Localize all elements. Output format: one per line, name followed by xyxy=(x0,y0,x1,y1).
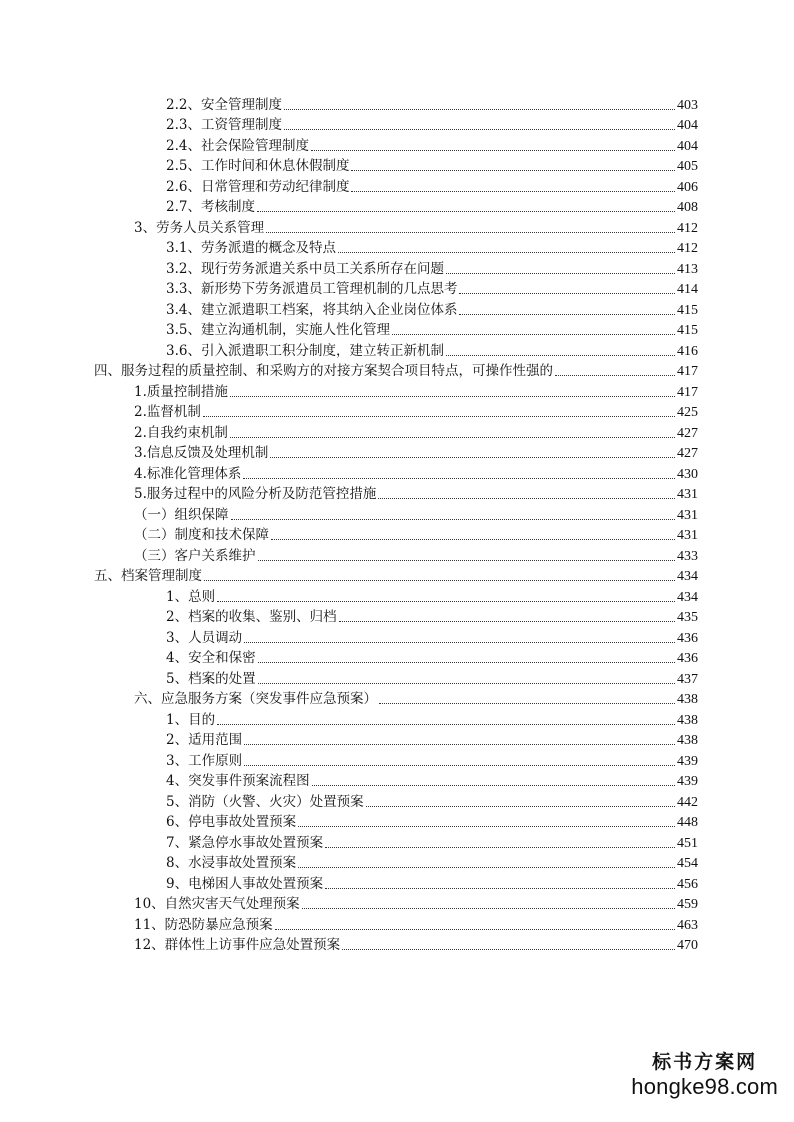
toc-entry-title: 2、档案的收集、鉴别、归档 xyxy=(166,609,337,625)
toc-entry[interactable] xyxy=(0,913,698,934)
toc-entry-page-number: 436 xyxy=(677,630,698,646)
toc-entry-title: 1、总则 xyxy=(166,588,216,605)
watermark-chinese-text: 标书方案网 xyxy=(652,1051,758,1073)
toc-dot-leader xyxy=(270,457,675,458)
toc-entry[interactable] xyxy=(0,688,698,709)
toc-entry-title: 3.信息反馈及处理机制 xyxy=(134,445,269,461)
toc-entry-page-number: 438 xyxy=(677,733,698,748)
toc-entry[interactable] xyxy=(0,114,698,135)
toc-entry[interactable] xyxy=(0,729,698,750)
watermark-url-text: hongke98.com xyxy=(631,1074,778,1099)
toc-entry-title: 3、工作原则 xyxy=(166,752,243,769)
toc-entry[interactable] xyxy=(0,585,698,606)
toc-dot-leader xyxy=(244,765,675,766)
toc-entry[interactable] xyxy=(0,606,698,627)
toc-entry[interactable] xyxy=(0,647,698,668)
toc-entry-page-number: 434 xyxy=(677,589,698,605)
toc-dot-leader xyxy=(230,396,675,397)
toc-entry-title: 3.3、新形势下劳务派遣员工管理机制的几点思考 xyxy=(166,281,458,297)
toc-entry-title: （三）客户关系维护 xyxy=(134,547,256,564)
toc-entry-page-number: 438 xyxy=(677,692,698,707)
toc-dot-leader xyxy=(339,621,675,622)
toc-entry-title: 2.自我约束机制 xyxy=(134,424,228,441)
toc-entry-page-number: 434 xyxy=(677,569,698,584)
toc-dot-leader xyxy=(555,375,675,376)
toc-entry[interactable] xyxy=(0,360,698,381)
toc-entry-page-number: 437 xyxy=(677,671,698,687)
toc-entry-title: 6、停电事故处置预案 xyxy=(166,814,297,830)
toc-entry-page-number: 459 xyxy=(677,897,698,912)
toc-entry-title: 1.质量控制措施 xyxy=(134,383,228,400)
toc-entry[interactable] xyxy=(0,175,698,196)
toc-entry-title: 2.4、社会保险管理制度 xyxy=(166,137,309,154)
toc-entry[interactable] xyxy=(0,196,698,217)
toc-dot-leader xyxy=(338,252,675,253)
toc-entry-page-number: 417 xyxy=(677,364,698,379)
toc-dot-leader xyxy=(230,437,675,438)
toc-entry-title: 5.服务过程中的风险分析及防范管控措施 xyxy=(134,486,377,502)
toc-entry-title: 4、安全和保密 xyxy=(166,650,256,666)
toc-dot-leader xyxy=(351,170,675,171)
toc-dot-leader xyxy=(266,232,675,233)
toc-entry-page-number: 427 xyxy=(677,425,698,441)
toc-entry-title: 2.6、日常管理和劳动纪律制度 xyxy=(166,178,350,195)
toc-entry[interactable] xyxy=(0,708,698,729)
toc-entry-page-number: 470 xyxy=(677,938,698,953)
toc-entry[interactable] xyxy=(0,216,698,237)
toc-entry-page-number: 425 xyxy=(677,405,698,420)
toc-entry-page-number: 439 xyxy=(677,774,698,789)
toc-entry-title: 4.标准化管理体系 xyxy=(134,465,242,482)
toc-entry-page-number: 414 xyxy=(677,282,698,297)
toc-dot-leader xyxy=(378,498,675,499)
toc-entry-page-number: 456 xyxy=(677,876,698,892)
toc-entry-title: 2.5、工作时间和休息休假制度 xyxy=(166,158,350,174)
toc-entry-page-number: 431 xyxy=(677,487,698,502)
table-of-contents xyxy=(0,93,794,954)
toc-entry[interactable] xyxy=(0,503,698,524)
toc-entry[interactable] xyxy=(0,257,698,278)
toc-entry-page-number: 415 xyxy=(677,323,698,338)
toc-entry-page-number: 415 xyxy=(677,302,698,318)
toc-entry-page-number: 439 xyxy=(677,753,698,769)
toc-entry[interactable] xyxy=(0,667,698,688)
toc-entry-page-number: 438 xyxy=(677,712,698,728)
toc-entry-title: 2.7、考核制度 xyxy=(166,199,255,215)
toc-entry-page-number: 412 xyxy=(677,241,698,256)
toc-entry[interactable] xyxy=(0,483,698,504)
toc-dot-leader xyxy=(258,683,675,684)
toc-entry-title: 3.1、劳务派遣的概念及特点 xyxy=(166,240,336,256)
toc-dot-leader xyxy=(392,334,675,335)
toc-dot-leader xyxy=(284,109,675,110)
toc-dot-leader xyxy=(244,744,675,745)
toc-dot-leader xyxy=(342,949,675,950)
toc-entry-page-number: 417 xyxy=(677,384,698,400)
toc-entry-page-number: 403 xyxy=(677,97,698,113)
toc-entry-title: 3、劳务人员关系管理 xyxy=(134,219,265,236)
toc-entry-title: （二）制度和技术保障 xyxy=(134,527,269,543)
toc-entry-title: 2、适用范围 xyxy=(166,732,243,748)
toc-entry[interactable] xyxy=(0,134,698,155)
toc-entry-title: 7、紧急停水事故处置预案 xyxy=(166,834,324,851)
toc-dot-leader xyxy=(459,314,675,315)
toc-entry[interactable] xyxy=(0,770,698,791)
toc-dot-leader xyxy=(203,416,675,417)
toc-entry-title: 四、服务过程的质量控制、和采购方的对接方案契合项目特点，可操作性强的 xyxy=(94,363,553,379)
watermark-logo xyxy=(631,1047,778,1100)
toc-entry-title: 3.4、建立派遣职工档案，将其纳入企业岗位体系 xyxy=(166,301,458,318)
toc-entry[interactable] xyxy=(0,298,698,319)
toc-entry[interactable] xyxy=(0,934,698,955)
toc-dot-leader xyxy=(446,273,675,274)
toc-entry-title: 2.3、工资管理制度 xyxy=(166,117,282,133)
toc-entry-title: 3.6、引入派遣职工积分制度，建立转正新机制 xyxy=(166,342,444,359)
toc-dot-leader xyxy=(217,724,675,725)
toc-entry[interactable] xyxy=(0,544,698,565)
toc-dot-leader xyxy=(325,847,675,848)
toc-dot-leader xyxy=(311,150,675,151)
toc-entry[interactable] xyxy=(0,421,698,442)
toc-dot-leader xyxy=(298,867,675,868)
toc-entry-title: 3.5、建立沟通机制，实施人性化管理 xyxy=(166,322,390,338)
toc-entry-title: 8、水浸事故处置预案 xyxy=(166,855,297,871)
toc-entry[interactable] xyxy=(0,442,698,463)
toc-entry-title: 五、档案管理制度 xyxy=(94,568,202,584)
toc-entry-page-number: 412 xyxy=(677,220,698,236)
toc-dot-leader xyxy=(325,888,675,889)
toc-entry-page-number: 431 xyxy=(677,528,698,543)
toc-entry[interactable] xyxy=(0,278,698,299)
toc-entry-page-number: 408 xyxy=(677,200,698,215)
toc-entry-page-number: 451 xyxy=(677,835,698,851)
toc-dot-leader xyxy=(231,519,676,520)
toc-entry[interactable] xyxy=(0,852,698,873)
toc-dot-leader xyxy=(366,806,675,807)
toc-entry[interactable] xyxy=(0,462,698,483)
toc-dot-leader xyxy=(302,908,675,909)
toc-entry-page-number: 454 xyxy=(677,856,698,871)
toc-entry[interactable] xyxy=(0,565,698,586)
toc-entry-title: 1、目的 xyxy=(166,711,216,728)
toc-entry-page-number: 436 xyxy=(677,651,698,666)
toc-entry-title: 六、应急服务方案（突发事件应急预案） xyxy=(134,691,377,707)
toc-dot-leader xyxy=(351,191,675,192)
toc-entry-title: 10、自然灾害天气处理预案 xyxy=(134,896,300,912)
toc-entry[interactable] xyxy=(0,872,698,893)
toc-entry-page-number: 404 xyxy=(677,138,698,154)
toc-entry[interactable] xyxy=(0,524,698,545)
toc-dot-leader xyxy=(446,355,675,356)
toc-entry[interactable] xyxy=(0,380,698,401)
toc-dot-leader xyxy=(298,826,675,827)
toc-entry-page-number: 406 xyxy=(677,179,698,195)
toc-entry-title: （一）组织保障 xyxy=(134,506,229,523)
toc-entry-title: 9、电梯困人事故处置预案 xyxy=(166,875,324,892)
toc-entry-page-number: 431 xyxy=(677,507,698,523)
toc-dot-leader xyxy=(258,662,675,663)
toc-entry[interactable] xyxy=(0,93,698,114)
toc-entry[interactable] xyxy=(0,811,698,832)
toc-dot-leader xyxy=(271,539,675,540)
toc-entry-page-number: 442 xyxy=(677,794,698,810)
toc-entry-title: 3、人员调动 xyxy=(166,629,243,646)
toc-entry-page-number: 463 xyxy=(677,917,698,933)
toc-entry[interactable] xyxy=(0,790,698,811)
toc-entry-page-number: 416 xyxy=(677,343,698,359)
toc-entry[interactable] xyxy=(0,401,698,422)
toc-entry-title: 4、突发事件预案流程图 xyxy=(166,773,310,789)
toc-dot-leader xyxy=(312,785,675,786)
toc-entry[interactable] xyxy=(0,831,698,852)
toc-dot-leader xyxy=(243,478,675,479)
toc-entry-title: 11、防恐防暴应急预案 xyxy=(134,916,273,933)
toc-entry[interactable] xyxy=(0,155,698,176)
toc-entry[interactable] xyxy=(0,749,698,770)
toc-entry[interactable] xyxy=(0,237,698,258)
toc-dot-leader xyxy=(257,211,675,212)
toc-entry-page-number: 405 xyxy=(677,159,698,174)
toc-entry-page-number: 433 xyxy=(677,548,698,564)
toc-entry-title: 2.2、安全管理制度 xyxy=(166,96,282,113)
toc-entry-title: 5、消防（火警、火灾）处置预案 xyxy=(166,793,364,810)
toc-entry[interactable] xyxy=(0,339,698,360)
toc-entry-page-number: 435 xyxy=(677,610,698,625)
toc-entry[interactable] xyxy=(0,893,698,914)
toc-dot-leader xyxy=(244,642,675,643)
toc-entry-title: 12、群体性上访事件应急处置预案 xyxy=(134,937,341,953)
toc-entry[interactable] xyxy=(0,319,698,340)
toc-entry-page-number: 430 xyxy=(677,466,698,482)
toc-entry-title: 3.2、现行劳务派遣关系中员工关系所存在问题 xyxy=(166,260,444,277)
toc-entry[interactable] xyxy=(0,626,698,647)
toc-entry-title: 5、档案的处置 xyxy=(166,670,256,687)
toc-dot-leader xyxy=(217,601,675,602)
toc-dot-leader xyxy=(284,129,675,130)
toc-dot-leader xyxy=(258,560,676,561)
toc-entry-page-number: 404 xyxy=(677,118,698,133)
toc-entry-page-number: 413 xyxy=(677,261,698,277)
toc-dot-leader xyxy=(379,703,675,704)
toc-dot-leader xyxy=(459,293,675,294)
toc-dot-leader xyxy=(204,580,675,581)
toc-entry-page-number: 448 xyxy=(677,815,698,830)
toc-entry-title: 2.监督机制 xyxy=(134,404,201,420)
toc-entry-page-number: 427 xyxy=(677,446,698,461)
toc-dot-leader xyxy=(275,929,675,930)
